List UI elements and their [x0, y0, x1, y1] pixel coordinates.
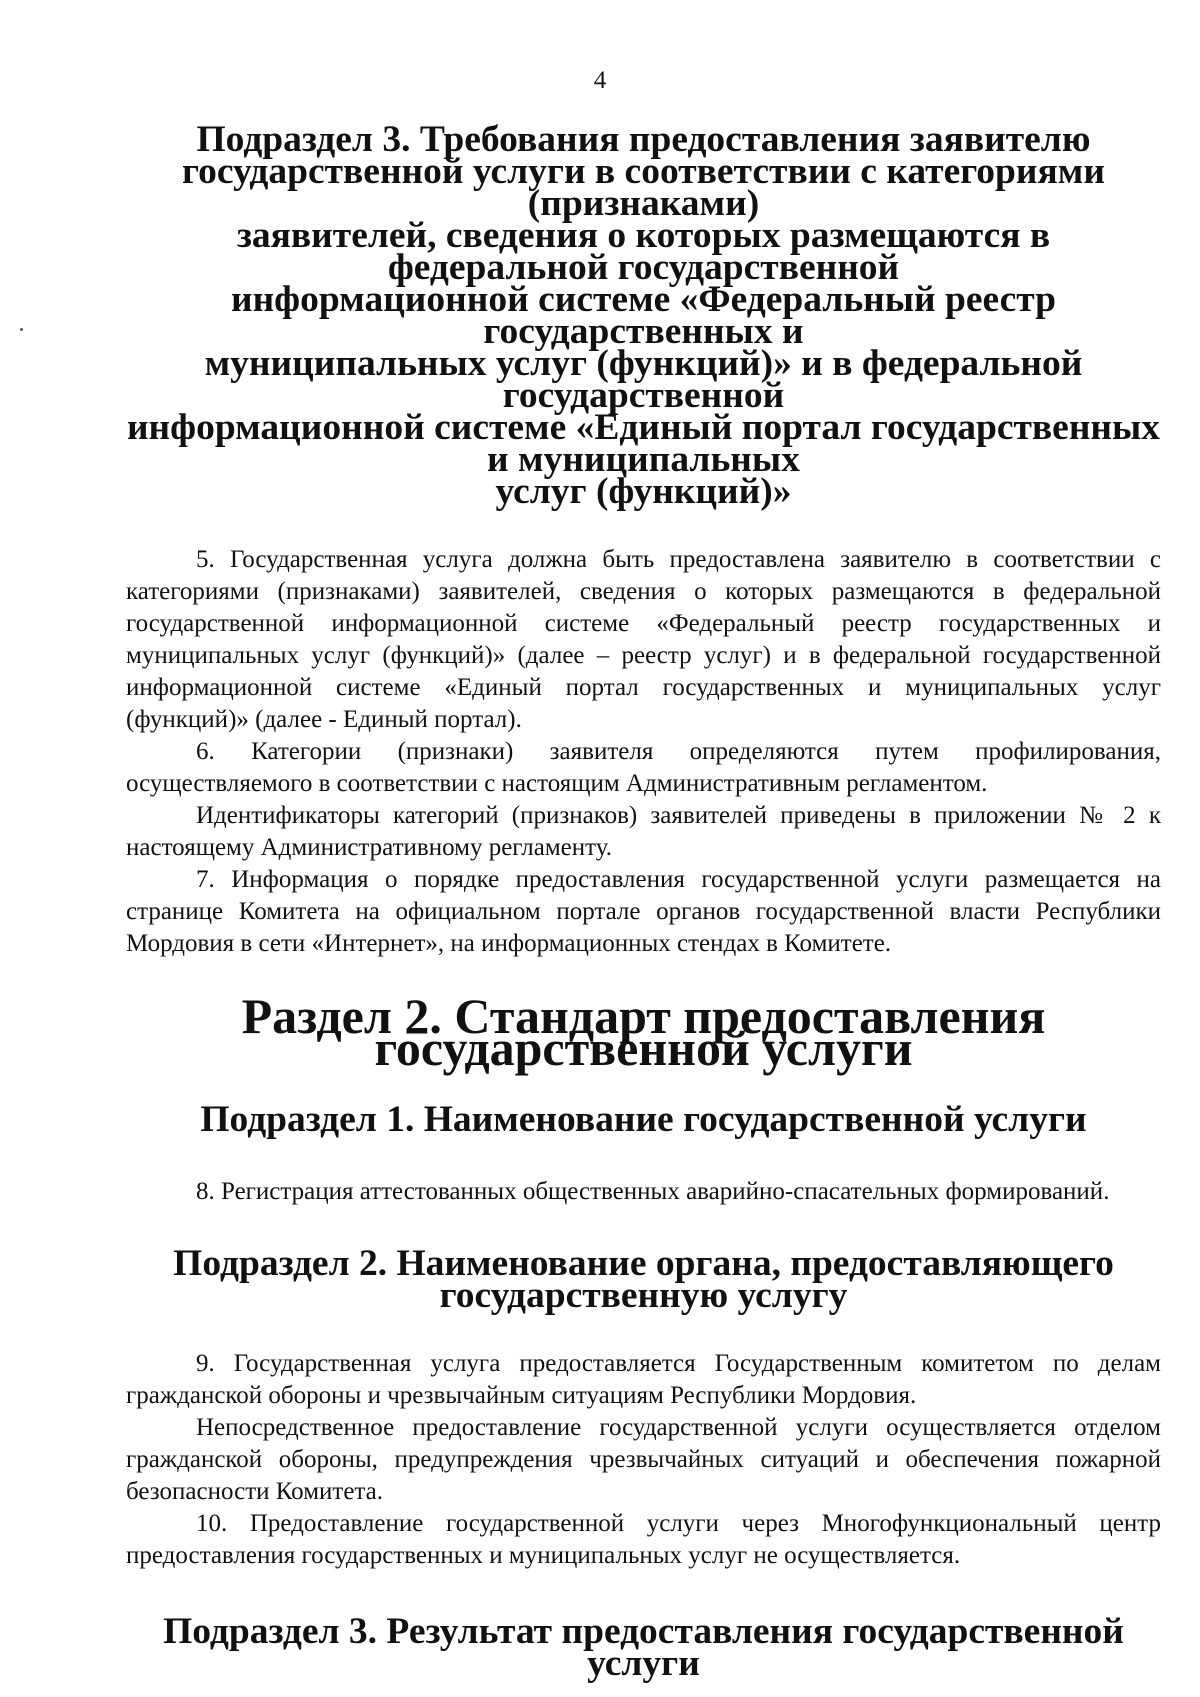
heading-line: заявителей, сведения о которых размещаются в федеральной государственной: [236, 215, 1051, 288]
subsection-2-heading: [126, 1243, 1161, 1316]
subsection-3-requirements-heading: [126, 119, 1161, 512]
page-content: [126, 119, 1161, 1684]
heading-line: Подраздел 3. Требования предоставления заявителю: [196, 119, 1091, 160]
heading-line: информационной системе «Единый портал государственных и муниципальных: [126, 407, 1161, 480]
subsection-1-heading: Подраздел 1. Наименование государственной услуги: [200, 1099, 1087, 1140]
heading-line: муниципальных услуг (функций)» и в федеральной государственной: [204, 343, 1083, 416]
heading-line: услуг (функций)»: [495, 471, 792, 512]
page-number: 4: [593, 67, 607, 94]
paragraph-8: 8. Регистрация аттестованных общественных аварийно-спасательных формирований.: [196, 1178, 1110, 1205]
heading-line: государственную услугу: [439, 1275, 848, 1316]
paragraph-10: 10. Предоставление государственной услуги через Многофункциональный центр предоставления государственных и муниципальных услуг не осуществляется.: [126, 1510, 1161, 1569]
paragraph-6: 6. Категории (признаки) заявителя определяются путем профилирования, осуществляемого в соответствии с настоящим Административным регламентом.: [126, 738, 1161, 797]
section-2-heading: Раздел 2. Стандарт предоставления государственной услуги: [241, 988, 1046, 1076]
subsection-3-result-heading: Подраздел 3. Результат предоставления государственной услуги: [163, 1611, 1124, 1684]
heading-line: информационной системе «Федеральный реестр государственных и: [230, 279, 1057, 352]
paragraph-direct-provision: Непосредственное предоставление государственной услуги осуществляется отделом гражданской обороны, предупреждения чрезвычайных ситуаций и обеспечения пожарной безопасности Комитета.: [126, 1414, 1161, 1505]
heading-line: Подраздел 2. Наименование органа, предоставляющего: [173, 1243, 1114, 1284]
paragraph-5: 5. Государственная услуга должна быть предоставлена заявителю в соответствии с категориями (признаками) заявителей, сведения о которых размещаются в федеральной государственной информационной системе «Федеральный реестр государственных и муниципальных услуг (функций)» (далее – реестр услуг) и в федеральной государственной информационной системе «Единый портал государственных и муниципальных услуг (функций)» (далее - Единый портал).: [126, 546, 1161, 733]
paragraph-7: 7. Информация о порядке предоставления государственной услуги размещается на странице Комитета на официальном портале органов государственной власти Республики Мордовия в сети «Интернет», на информационных стендах в Комитете.: [126, 866, 1161, 957]
paragraph-identifiers: Идентификаторы категорий (признаков) заявителей приведены в приложении № 2 к настоящему Административному регламенту.: [126, 802, 1161, 861]
scan-margin-mark: [20, 328, 23, 331]
paragraph-9: 9. Государственная услуга предоставляется Государственным комитетом по делам гражданской обороны и чрезвычайным ситуациям Республики Мордовия.: [126, 1350, 1161, 1409]
heading-line: государственной услуги в соответствии с категориями (признаками): [182, 151, 1105, 224]
